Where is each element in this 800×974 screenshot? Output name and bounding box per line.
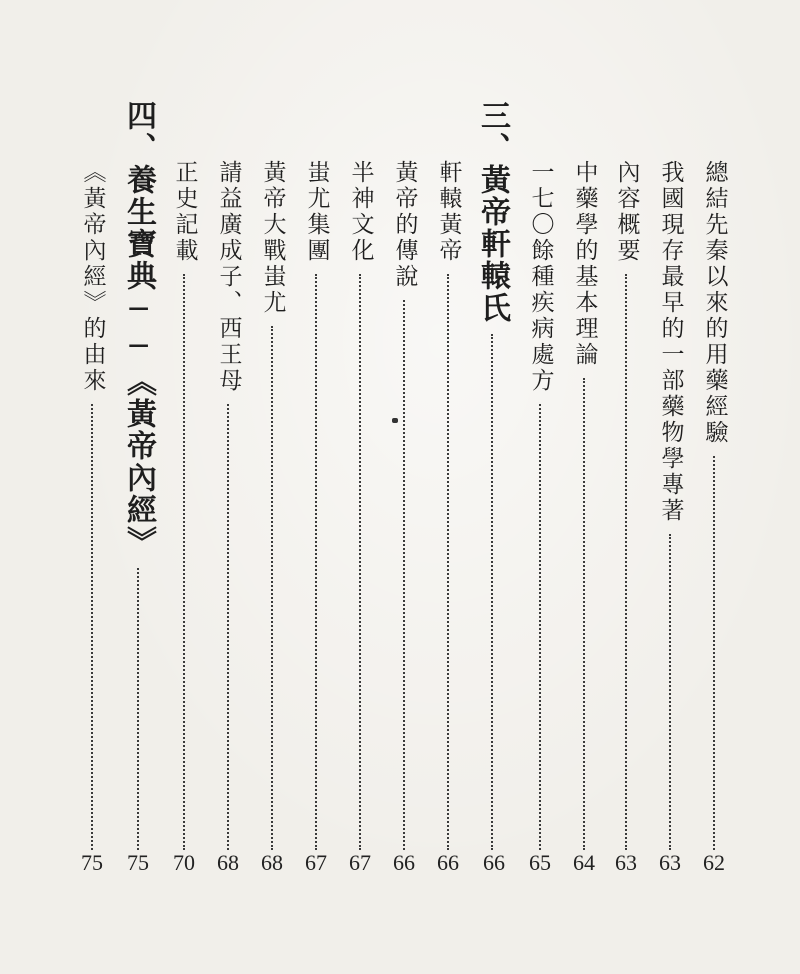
toc-entry[interactable] (340, 160, 380, 850)
toc-entry[interactable] (694, 160, 734, 850)
ink-speck (392, 418, 398, 423)
dot-leader (271, 326, 273, 850)
toc-page-number: 68 (261, 850, 283, 875)
toc-entry-title: 黃帝的傳說 (391, 160, 418, 290)
dot-leader (315, 274, 317, 850)
dot-leader (227, 404, 229, 850)
toc-page-number: 75 (127, 850, 149, 875)
toc-chapter-heading[interactable] (472, 100, 512, 850)
toc-entry-title: 黃帝大戰蚩尤 (259, 160, 286, 316)
toc-entry[interactable] (164, 160, 204, 850)
dot-leader (625, 274, 627, 850)
toc-page-number: 67 (349, 850, 371, 875)
toc-entry[interactable] (296, 160, 336, 850)
toc-entry-title: 內容概要 (613, 160, 640, 264)
toc-entry[interactable] (650, 160, 690, 850)
toc-entry[interactable] (72, 160, 112, 850)
toc-entry-title: 《黃帝內經》的由來 (79, 160, 106, 394)
toc-page-number: 64 (573, 850, 595, 875)
toc-entry-title: 軒轅黃帝 (435, 160, 462, 264)
toc-entry-title: 總結先秦以來的用藥經驗 (701, 160, 728, 446)
toc-entry[interactable] (208, 160, 248, 850)
toc-entry[interactable] (564, 160, 604, 850)
dot-leader (713, 456, 715, 850)
toc-entry-title: 一七〇餘種疾病處方 (527, 160, 554, 394)
dot-leader (137, 568, 139, 850)
dot-leader (539, 404, 541, 850)
dot-leader (403, 300, 405, 850)
toc-page-number: 66 (393, 850, 415, 875)
toc-page-number: 75 (81, 850, 103, 875)
dot-leader (359, 274, 361, 850)
toc-entry[interactable] (606, 160, 646, 850)
dot-leader (669, 534, 671, 850)
toc-page-number: 66 (437, 850, 459, 875)
dot-leader (583, 378, 585, 850)
dot-leader (91, 404, 93, 850)
toc-page-number: 66 (483, 850, 505, 875)
toc-chapter-heading[interactable] (118, 100, 158, 850)
toc-entry-title: 蚩尤集團 (303, 160, 330, 264)
toc-entry[interactable] (384, 160, 424, 850)
toc-entry-title: 請益廣成子、西王母 (215, 160, 242, 394)
toc-page-number: 70 (173, 850, 195, 875)
dot-leader (491, 334, 493, 850)
toc-chapter-title: 三、黃帝軒轅氏 (475, 100, 510, 324)
toc-page-number: 68 (217, 850, 239, 875)
toc-page-number: 65 (529, 850, 551, 875)
dot-leader (183, 274, 185, 850)
toc-page-number: 63 (615, 850, 637, 875)
toc-chapter-title: 四、養生寶典──《黃帝內經》 (121, 100, 156, 558)
dot-leader (447, 274, 449, 850)
toc-entry-title: 半神文化 (347, 160, 374, 264)
toc-entry-title: 正史記載 (171, 160, 198, 264)
toc-entry[interactable] (252, 160, 292, 850)
toc-entry-title: 中藥學的基本理論 (571, 160, 598, 368)
toc-entry[interactable] (428, 160, 468, 850)
toc-entry[interactable] (520, 160, 560, 850)
toc-page-number: 63 (659, 850, 681, 875)
toc-entry-title: 我國現存最早的一部藥物學專著 (657, 160, 684, 524)
toc-page-number: 62 (703, 850, 725, 875)
toc-page-number: 67 (305, 850, 327, 875)
